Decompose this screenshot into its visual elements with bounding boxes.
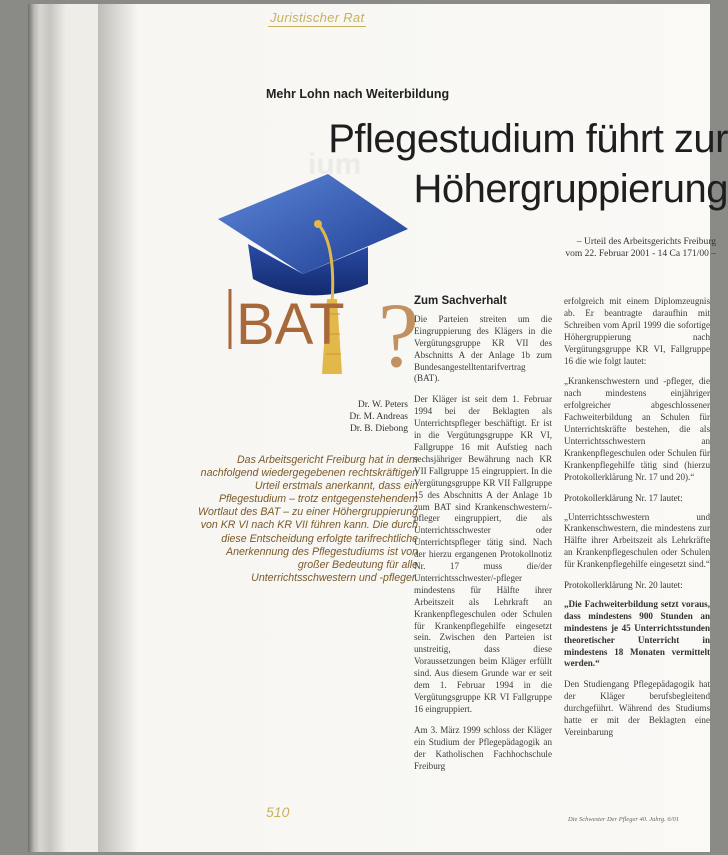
paragraph: Den Studiengang Pflegepädagogik hat der Kläger berufsbegleitend durchgeführt. Während des Studiums hatte er mit der Beklagten eine Vereinbarung [564, 679, 710, 737]
paragraph: Die Parteien streiten um die Eingruppierung des Klägers in die Vergütungsgruppe KR VII des Abschnitts A der Anlage 1b zum Bundesangestelltentarifvertrag (BAT). [414, 313, 552, 384]
text-column-1 [414, 296, 552, 781]
paragraph: Der Kläger ist seit dem 1. Februar 1994 bei der Beklagten als Unterrichtspfleger beschäftigt. Er ist in die Vergütungsgruppe KR VI, Fallgruppe 16 mit Aufstieg nach sechsjähriger Bewährung nach KR VII Fallgruppe 15 eingruppiert. In die Vergütungsgruppe KR VII Fallgruppe 15 des Abschnitts A der Anlage 1b zum BAT sind Krankenschwestern/-pfleger eingruppiert, die als Unterrichtsschwester oder Unterrichtspfleger tätig sind. Nach der hierzu ergangenen Protokollnotiz Nr. 17 muss die/der Unterrichtsschwester/-pfleger mindestens für Hälfte ihrer Arbeitszeit als Lehrkraft an Krankenpflegeschulen oder Schulen für Krankenpflegehilfe eingesetzt sein. Zwischen den Parteien ist unstreitig, dass diese Voraussetzungen beim Kläger erfüllt sind. Aus diesem Grunde war er seit dem 1. Februar 1994 in die Vergütungsgruppe KR VI Fallgruppe 16 eingruppiert. [414, 394, 552, 714]
headline-line-1: Pflegestudium führt zur [328, 117, 728, 161]
headline-line-2: Höhergruppierung [413, 167, 728, 211]
running-footer: Die Schwester Der Pfleger 40. Jahrg. 6/01 [568, 816, 679, 823]
quote-bold: „Die Fachweiterbildung setzt voraus, dass mindestens 900 Stunden an mindestens je 45 Unterrichtsstunden theoretischer Unterricht in mindestens 18 Monaten vermittelt werden.“ [564, 598, 710, 669]
bat-logo-text: BAT [236, 292, 345, 357]
protocol-label: Protokollerklärung Nr. 20 lautet: [564, 580, 683, 591]
magazine-page [98, 4, 728, 852]
author-1: Dr. W. Peters [357, 400, 408, 410]
text-column-2 [564, 296, 710, 748]
paragraph: Am 3. März 1999 schloss der Kläger ein Studium der Pflegepädagogik an der Katholischen Fachhochschule Freiburg [414, 724, 552, 771]
protocol-label: Protokollerklärung Nr. 17 lautet: [564, 492, 683, 503]
quote: „Krankenschwestern und -pfleger, die nach mindestens einjähriger erfolgreicher abgeschlossener Fachweiterbildung an Schulen für Unterrichtskräfte bestehen, die als Unterrichtsschwestern an Krankenpflegeschulen oder Schulen für Krankenpflegehilfe tätig sind (hierzu Protokollerklärung Nr. 17 und 20).“ [564, 376, 710, 482]
binding-shadow [98, 4, 138, 852]
paragraph: erfolgreich mit einem Diplomzeugnis ab. Er beantragte daraufhin mit Schreiben vom April 1999 die sofortige Höhergruppierung nach Vergütungsgruppe KR VI, Fallgruppe 16 die wie folgt lautet: [564, 296, 710, 366]
graduation-cap-icon [208, 134, 448, 384]
source-line-1: – Urteil des Arbeitsgerichts Freiburg [576, 237, 716, 247]
source-line-2: vom 22. Februar 2001 - 14 Ca 171/00 – [565, 249, 716, 259]
svg-text:ium: ium [308, 148, 362, 181]
author-3: Dr. B. Diebong [349, 424, 408, 434]
page-container [28, 4, 728, 852]
graduation-cap-illustration [208, 134, 448, 384]
page-number: 510 [266, 804, 290, 820]
kicker: Mehr Lohn nach Weiterbildung [266, 87, 450, 101]
column-heading: Zum Sachverhalt [414, 295, 507, 307]
author-2: Dr. M. Andreas [349, 412, 408, 422]
quote: „Unterrichtsschwestern und Krankenschwestern, die mindestens zur Hälfte ihrer Arbeitszeit als Lehrkräfte an Krankenpflegeschulen oder Schulen für Krankenpflegehilfe eingesetzt sind.“ [564, 511, 710, 570]
source-line [416, 236, 716, 260]
author-list [278, 399, 408, 435]
question-mark: ? [378, 284, 419, 386]
section-tag: Juristischer Rat [270, 10, 365, 25]
lede-paragraph: Das Arbeitsgericht Freiburg hat in dem nachfolgend wiedergegebenen rechtskräftigen Urteil erstmals anerkannt, dass ein Pflegestudium – trotz entgegenstehendem Wortlaut des BAT – zu einer Höhergruppierung von KR VI nach KR VII führen kann. Die durch diese Entscheidung erfolgte tarifrechtliche Anerkennung des Pflegestudiums ist von großer Bedeutung für alle Unterrichtsschwestern und -pfleger. [197, 454, 418, 584]
